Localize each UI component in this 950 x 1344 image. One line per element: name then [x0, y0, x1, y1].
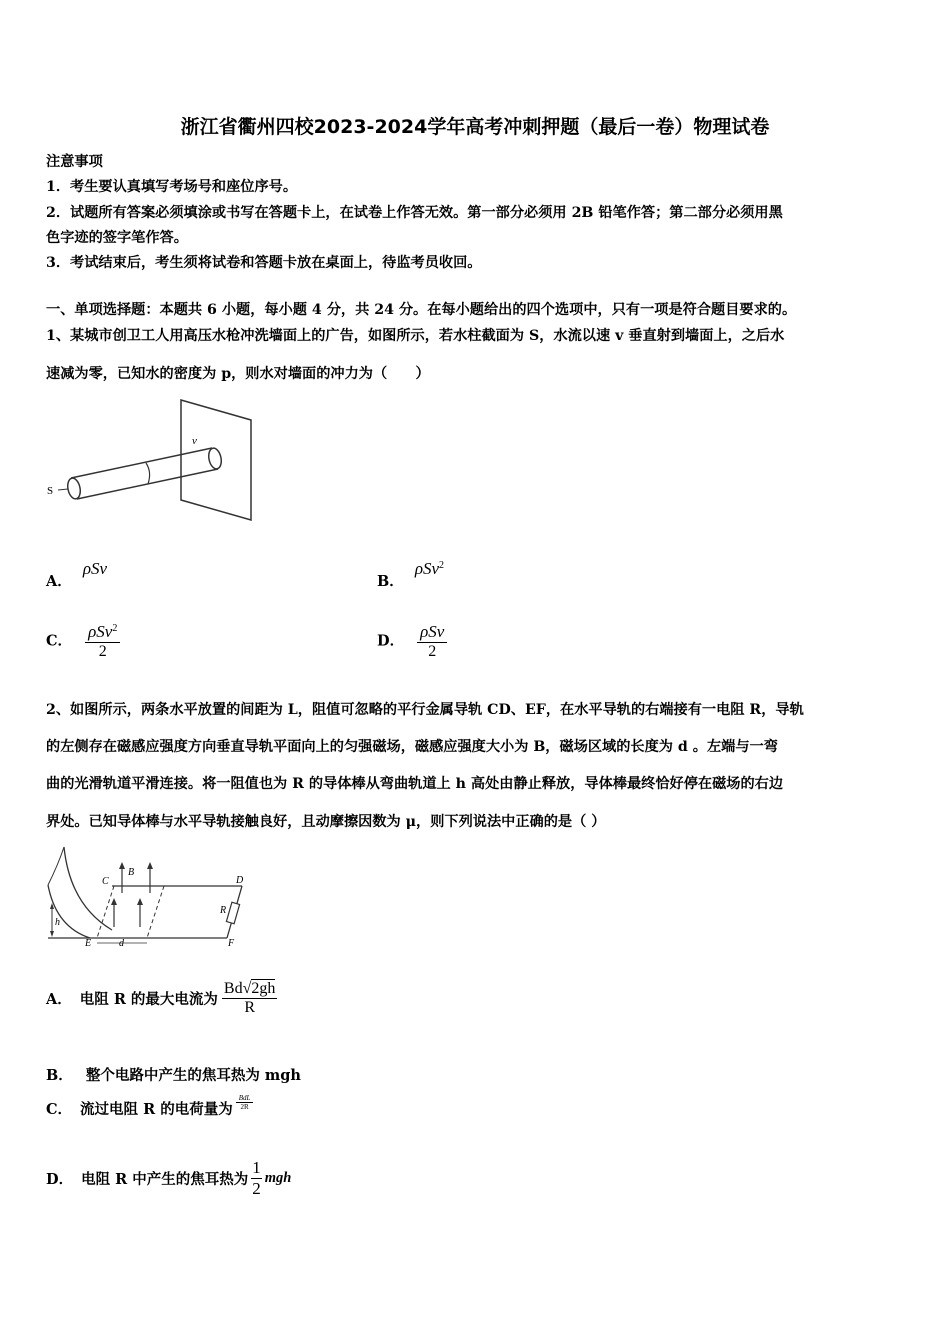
q1-option-a[interactable]: A． ρSv	[46, 559, 108, 590]
q1-stem-line1: 1、某城市创卫工人用高压水枪冲洗墙面上的广告，如图所示，若水柱截面为 S，水流以速 v 垂直射到墙面上，之后水	[46, 328, 785, 344]
field-boundary-right	[147, 886, 164, 938]
b-arrow-head	[119, 862, 125, 869]
q1-option-d-fraction: $\frac{\text{ρSv}}{2}$	[417, 622, 447, 661]
label-e: E	[85, 938, 92, 949]
label-r: R	[220, 905, 227, 916]
section-heading: 一、单项选择题：本题共 6 小题，每小题 4 分，共 24 分。在每小题给出的四个选项中，只有一项是符合题目要求的。	[46, 302, 797, 318]
b-arrow-head	[111, 898, 117, 905]
q2-stem-line1: 2、如图所示，两条水平放置的间距为 L，阻值可忽略的平行金属导轨 CD、EF，在水平导轨的右端接有一电阻 R，导轨	[46, 702, 804, 718]
q1-figure-water-jet	[44, 396, 264, 526]
q1-option-d[interactable]: D． $\frac{\text{ρSv}}{2}$	[377, 622, 447, 661]
notice-heading: 注意事项	[46, 154, 103, 170]
q2-figure-rails	[42, 845, 252, 950]
s-leader	[58, 489, 68, 490]
jet-cross-section	[66, 477, 82, 500]
label-s: S	[47, 485, 54, 497]
notice-item: 2．试题所有答案必须填涂或书写在答题卡上，在试卷上作答无效。第一部分必须用 2B 铅笔作答；第二部分必须用黑	[46, 205, 783, 221]
b-arrow-head	[147, 862, 153, 869]
h-arrow-head	[50, 931, 54, 937]
curved-rail-front	[48, 885, 90, 938]
q1-option-a-expr: ρSv	[82, 559, 108, 578]
sqrt-icon: √	[242, 980, 252, 997]
label-h: h	[55, 917, 60, 928]
label-d-length: d	[119, 938, 124, 949]
q1-option-c[interactable]: C． $\frac{\rho Sv^2}{2}$	[46, 622, 120, 661]
q2-stem-line3: 曲的光滑轨道平滑连接。将一阻值也为 R 的导体棒从弯曲轨道上 h 高处由静止释放，导体棒最终恰好停在磁场的右边	[46, 776, 784, 792]
q2-option-c-fraction: $\frac{\text{BdL}}{2R}$	[236, 1094, 254, 1111]
label-d-corner: D	[236, 875, 244, 886]
label-c: C	[102, 876, 109, 887]
q2-option-d-fraction: $\frac{1}{2}$	[252, 1158, 261, 1198]
label-b: B	[128, 867, 135, 878]
q1-option-b[interactable]: B． ρSv$^2$	[377, 559, 445, 590]
label-f: F	[228, 938, 235, 949]
page-title: 浙江省衢州四校2023-2024学年高考冲刺押题（最后一卷）物理试卷	[180, 116, 770, 138]
notice-item: 3．考试结束后，考生须将试卷和答题卡放在桌面上，待监考员收回。	[46, 255, 482, 271]
notice-item: 1．考生要认真填写考场号和座位序号。	[46, 179, 298, 195]
b-arrow-head	[137, 898, 143, 905]
q1-option-b-expr: ρSv	[414, 559, 440, 578]
q2-option-c[interactable]: C． 流过电阻 R 的电荷量为 $\frac{\text{BdL}}{2R}$	[46, 1098, 253, 1119]
q2-option-a[interactable]: A． 电阻 R 的最大电流为 $\frac{Bd√2gh}{R}$	[46, 980, 276, 1016]
q2-stem-line4: 界处。已知导体棒与水平导轨接触良好，且动摩擦因数为 μ，则下列说法中正确的是（ ）	[46, 814, 606, 830]
resistor	[226, 902, 239, 923]
q1-stem-line2: 速减为零，已知水的密度为 p，则水对墙面的冲力为（ ）	[46, 366, 430, 382]
curved-rail-back	[64, 847, 112, 930]
q2-option-b[interactable]: B． 整个电路中产生的焦耳热为 mgh	[46, 1067, 301, 1084]
curved-rail-top	[48, 847, 64, 885]
q2-option-d[interactable]: D． 电阻 R 中产生的焦耳热为 $\frac{1}{2}$ mgh	[46, 1158, 292, 1198]
q1-option-c-fraction: $\frac{\rho Sv^2}{2}$	[85, 622, 120, 661]
label-v: v	[192, 435, 197, 447]
jet-section-mark	[146, 463, 150, 484]
q2-option-a-fraction: $\frac{Bd√2gh}{R}$	[223, 980, 276, 1016]
notice-item: 色字迹的签字笔作答。	[46, 230, 188, 246]
q2-stem-line2: 的左侧存在磁感应强度方向垂直导轨平面向上的匀强磁场，磁感应强度大小为 B，磁场区域的长度为 d 。左端与一弯	[46, 739, 778, 755]
